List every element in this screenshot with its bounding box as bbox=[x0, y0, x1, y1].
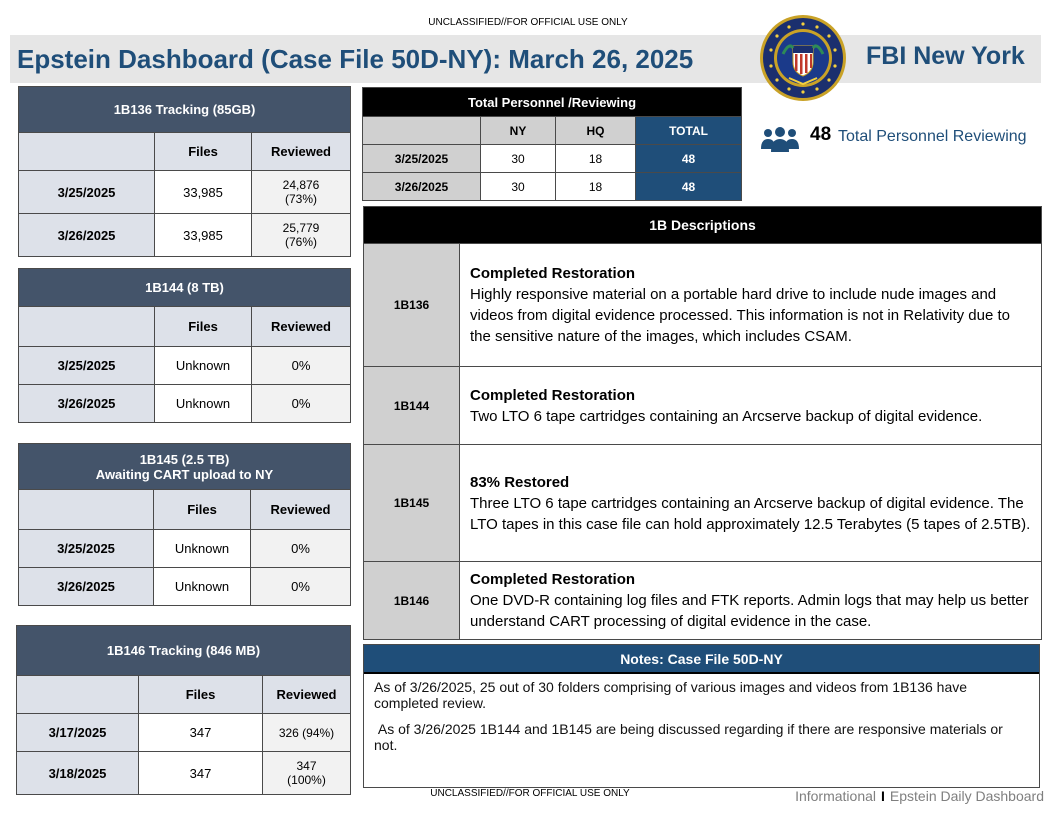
fbi-seal-icon bbox=[759, 14, 847, 102]
description-id: 1B146 bbox=[364, 562, 460, 640]
row-total: 48 bbox=[636, 145, 742, 173]
table-row bbox=[19, 568, 351, 606]
table-title-line2: Awaiting CART upload to NY bbox=[95, 466, 274, 482]
table-title: 1B146 Tracking (846 MB) bbox=[17, 626, 351, 676]
personnel-count: 48 bbox=[810, 124, 832, 145]
footer bbox=[795, 788, 1044, 804]
ny-column-header: NY bbox=[481, 117, 556, 145]
row-date: 3/26/2025 bbox=[19, 214, 155, 257]
row-files: Unknown bbox=[155, 385, 252, 423]
row-ny: 30 bbox=[481, 173, 556, 201]
description-id: 1B145 bbox=[364, 445, 460, 562]
reviewed-count: 24,876 bbox=[282, 178, 320, 192]
row-reviewed: 326 (94%) bbox=[263, 714, 351, 752]
description-body: Two LTO 6 tape cartridges containing an Arcserve backup of digital evidence. bbox=[470, 407, 983, 425]
table-row bbox=[363, 145, 742, 173]
note-paragraph: As of 3/26/2025, 25 out of 30 folders comprising of various images and videos from 1B136 have completed review. bbox=[374, 679, 968, 711]
row-files: 347 bbox=[139, 752, 263, 795]
table-row bbox=[19, 530, 351, 568]
table-title-line1: 1B145 (2.5 TB) bbox=[139, 451, 230, 467]
row-ny: 30 bbox=[481, 145, 556, 173]
personnel-title: Total Personnel /Reviewing bbox=[363, 88, 742, 117]
row-date: 3/25/2025 bbox=[19, 347, 155, 385]
classification-top: UNCLASSIFIED//FOR OFFICIAL USE ONLY bbox=[428, 17, 628, 28]
table-1b146-tracking bbox=[16, 625, 351, 795]
description-body: One DVD-R containing log files and FTK reports. Admin logs that may help us better understand CART processing of digital evidence in the case. bbox=[470, 592, 1029, 630]
description-row bbox=[364, 367, 1042, 445]
reviewed-column-header: Reviewed bbox=[251, 490, 351, 530]
table-title: 1B144 (8 TB) bbox=[19, 269, 351, 307]
page-title: Epstein Dashboard (Case File 50D-NY): March 26, 2025 bbox=[17, 44, 694, 74]
total-column-header: TOTAL bbox=[636, 117, 742, 145]
description-row bbox=[364, 244, 1042, 367]
hq-column-header: HQ bbox=[556, 117, 636, 145]
descriptions-table bbox=[363, 206, 1042, 640]
row-reviewed bbox=[252, 171, 351, 214]
description-body: Three LTO 6 tape cartridges containing an Arcserve backup of digital evidence. The LTO tapes in this case file can hold approximately 12.5 Terabytes (5 tapes of 2.5TB). bbox=[470, 494, 1031, 533]
table-row bbox=[19, 214, 351, 257]
row-date: 3/18/2025 bbox=[17, 752, 139, 795]
row-reviewed: 0% bbox=[252, 385, 351, 423]
description-row bbox=[364, 445, 1042, 562]
table-title bbox=[19, 444, 351, 490]
reviewed-percent: (73%) bbox=[285, 192, 318, 206]
table-row bbox=[19, 385, 351, 423]
description-status: 83% Restored bbox=[470, 473, 570, 491]
description-text bbox=[460, 367, 1042, 445]
empty-header-cell bbox=[363, 117, 481, 145]
empty-header-cell bbox=[19, 490, 154, 530]
row-hq: 18 bbox=[556, 145, 636, 173]
table-row bbox=[363, 173, 742, 201]
table-1b144 bbox=[18, 268, 351, 423]
row-files: Unknown bbox=[154, 568, 251, 606]
footer-right: Epstein Daily Dashboard bbox=[889, 788, 1044, 804]
table-row bbox=[19, 171, 351, 214]
table-row bbox=[17, 714, 351, 752]
row-reviewed: 0% bbox=[251, 568, 351, 606]
footer-left: Informational bbox=[795, 788, 877, 804]
row-reviewed: 0% bbox=[252, 347, 351, 385]
description-id: 1B144 bbox=[364, 367, 460, 445]
table-row bbox=[17, 752, 351, 795]
descriptions-title: 1B Descriptions bbox=[364, 207, 1042, 244]
description-row bbox=[364, 562, 1042, 640]
description-text bbox=[460, 445, 1042, 562]
row-files: 33,985 bbox=[155, 214, 252, 257]
files-column-header: Files bbox=[155, 133, 252, 171]
office-name: FBI New York bbox=[866, 42, 1025, 70]
row-hq: 18 bbox=[556, 173, 636, 201]
row-total: 48 bbox=[636, 173, 742, 201]
row-reviewed bbox=[252, 214, 351, 257]
row-date: 3/25/2025 bbox=[19, 171, 155, 214]
reviewed-percent: (100%) bbox=[287, 773, 326, 787]
description-text bbox=[460, 562, 1042, 640]
reviewed-count: 25,779 bbox=[282, 221, 320, 235]
notes-title: Notes: Case File 50D-NY bbox=[364, 645, 1039, 674]
row-date: 3/26/2025 bbox=[19, 385, 155, 423]
notes-panel bbox=[363, 644, 1040, 788]
empty-header-cell bbox=[19, 307, 155, 347]
row-date: 3/26/2025 bbox=[363, 173, 481, 201]
personnel-label: Total Personnel Reviewing bbox=[838, 128, 1027, 145]
row-files: Unknown bbox=[154, 530, 251, 568]
row-reviewed: 0% bbox=[251, 530, 351, 568]
classification-bottom: UNCLASSIFIED//FOR OFFICIAL USE ONLY bbox=[430, 788, 630, 799]
table-row bbox=[19, 347, 351, 385]
row-date: 3/17/2025 bbox=[17, 714, 139, 752]
description-status: Completed Restoration bbox=[470, 571, 636, 588]
empty-header-cell bbox=[19, 133, 155, 171]
files-column-header: Files bbox=[154, 490, 251, 530]
note-paragraph: As of 3/26/2025 1B144 and 1B145 are being discussed regarding if there are responsive materials or not. bbox=[374, 721, 1007, 753]
reviewed-column-header: Reviewed bbox=[252, 133, 351, 171]
description-body: Highly responsive material on a portable hard drive to include nude images and videos from digital evidence processed. This information is not in Relativity due to the sensitive nature of the images, which includes CSAM. bbox=[470, 286, 1010, 345]
table-1b136-tracking bbox=[18, 86, 351, 257]
reviewed-column-header: Reviewed bbox=[252, 307, 351, 347]
personnel-table bbox=[362, 87, 742, 201]
footer-separator: I bbox=[881, 788, 885, 804]
empty-header-cell bbox=[17, 676, 139, 714]
people-group-icon bbox=[760, 125, 800, 153]
row-files: 33,985 bbox=[155, 171, 252, 214]
description-text bbox=[460, 244, 1042, 367]
table-1b145 bbox=[18, 443, 351, 606]
description-id: 1B136 bbox=[364, 244, 460, 367]
reviewed-count: 347 bbox=[296, 759, 317, 773]
reviewed-percent: (76%) bbox=[285, 235, 318, 249]
description-status: Completed Restoration bbox=[470, 386, 636, 404]
description-status: Completed Restoration bbox=[470, 265, 636, 282]
table-title: 1B136 Tracking (85GB) bbox=[19, 87, 351, 133]
reviewed-column-header: Reviewed bbox=[263, 676, 351, 714]
files-column-header: Files bbox=[155, 307, 252, 347]
row-date: 3/26/2025 bbox=[19, 568, 154, 606]
row-files: Unknown bbox=[155, 347, 252, 385]
row-date: 3/25/2025 bbox=[19, 530, 154, 568]
row-date: 3/25/2025 bbox=[363, 145, 481, 173]
row-files: 347 bbox=[139, 714, 263, 752]
files-column-header: Files bbox=[139, 676, 263, 714]
row-reviewed bbox=[263, 752, 351, 795]
